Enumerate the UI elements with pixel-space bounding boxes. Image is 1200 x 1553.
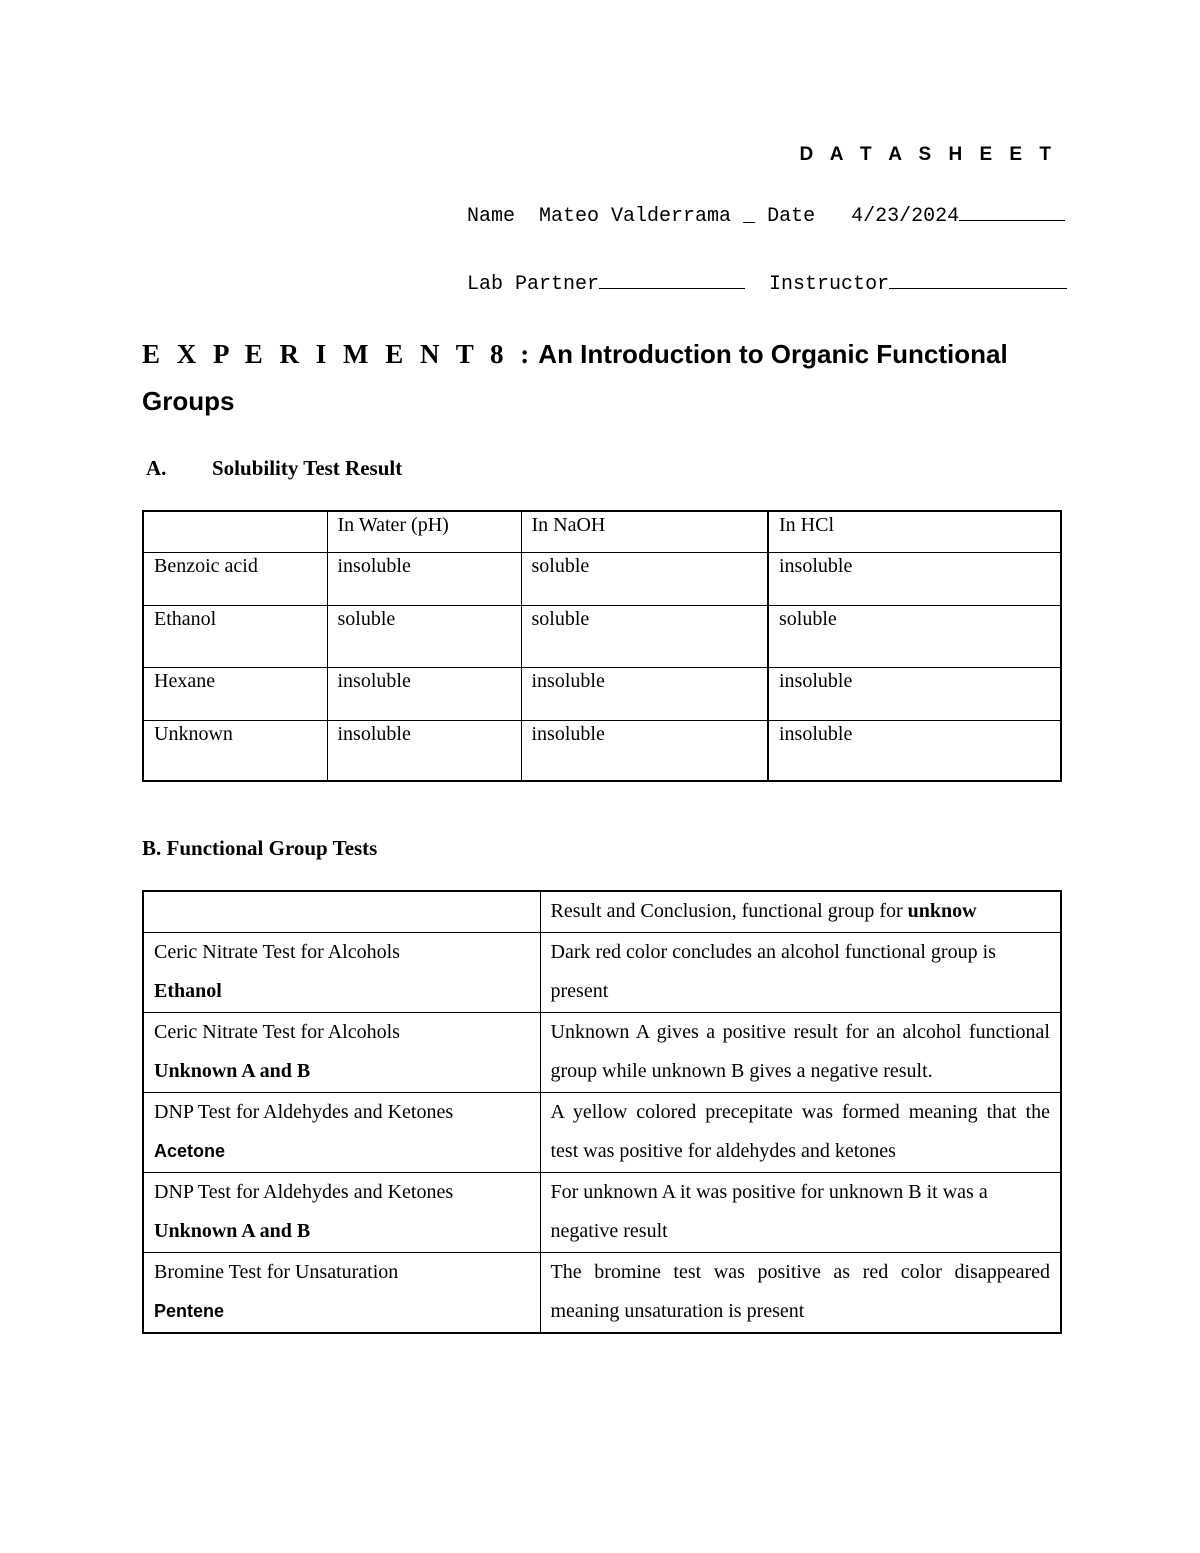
table-cell: In HCl <box>768 511 1061 552</box>
test-sample: Acetone <box>154 1141 226 1161</box>
date-value: 4/23/2024 <box>851 205 960 228</box>
experiment-prefix: E X P E R I M E N T 8 : <box>142 339 535 369</box>
name-trail: _ <box>743 205 756 228</box>
test-sample: Pentene <box>154 1301 225 1321</box>
table-cell: insoluble <box>521 720 768 781</box>
instructor-blank-line <box>889 270 1067 289</box>
experiment-name: An Introduction to Organic Functional Groups <box>142 339 1008 416</box>
test-name: Bromine Test for Unsaturation <box>154 1260 399 1283</box>
section-a-title: Solubility Test Result <box>212 456 403 480</box>
test-sample: Unknown A and B <box>154 1220 311 1242</box>
table-row <box>143 720 1061 781</box>
date-blank-line <box>959 202 1065 221</box>
table-cell <box>143 932 540 1012</box>
table-cell: insoluble <box>327 552 521 605</box>
test-result: The bromine test was positive as red color disappeared meaning unsaturation is present <box>550 1260 1050 1322</box>
partner-instructor-row <box>467 270 1059 296</box>
table-cell: insoluble <box>327 720 521 781</box>
table-cell <box>540 891 1061 932</box>
table-header-row <box>143 511 1061 552</box>
table-cell: Unknown <box>143 720 327 781</box>
table-cell: insoluble <box>768 720 1061 781</box>
table-row <box>143 1012 1061 1092</box>
table-cell <box>143 1252 540 1333</box>
lab-partner-label: Lab Partner <box>467 273 600 296</box>
table-row <box>143 1252 1061 1333</box>
test-name: Ceric Nitrate Test for Alcohols <box>154 1020 400 1043</box>
table-cell <box>540 1172 1061 1252</box>
header-bold-text: unknow <box>907 900 977 922</box>
table-cell: soluble <box>327 605 521 667</box>
name-label: Name <box>467 205 516 228</box>
table-row <box>143 1092 1061 1172</box>
table-cell <box>143 891 540 932</box>
table-cell: insoluble <box>768 552 1061 605</box>
table-cell: insoluble <box>768 667 1061 720</box>
data-sheet-heading: D A T A S H E E T <box>799 144 1057 165</box>
table-row <box>143 552 1061 605</box>
table-cell: Benzoic acid <box>143 552 327 605</box>
table-cell: In NaOH <box>521 511 768 552</box>
table-cell: insoluble <box>327 667 521 720</box>
test-result: Unknown A gives a positive result for an alcohol functional group while unknown B gives a negative result. <box>550 1020 1050 1082</box>
table-cell: Hexane <box>143 667 327 720</box>
table-row <box>143 667 1061 720</box>
test-result: Dark red color concludes an alcohol functional group is present <box>550 940 996 1002</box>
section-b-heading: B. Functional Group Tests <box>142 836 378 860</box>
section-a-heading <box>146 456 402 481</box>
instructor-label: Instructor <box>769 273 890 296</box>
name-value: Mateo Valderrama <box>539 205 732 228</box>
table-cell <box>143 1012 540 1092</box>
test-sample: Ethanol <box>154 980 222 1002</box>
functional-group-table <box>142 890 1062 1334</box>
date-label: Date <box>767 205 816 228</box>
name-date-row <box>467 202 1059 228</box>
table-cell <box>540 1012 1061 1092</box>
table-cell <box>540 1252 1061 1333</box>
table-cell <box>540 1092 1061 1172</box>
table-cell <box>143 1172 540 1252</box>
table-header-row <box>143 891 1061 932</box>
table-cell <box>143 511 327 552</box>
test-result: A yellow colored precepitate was formed meaning that the test was positive for aldehydes and ketones <box>550 1100 1050 1162</box>
test-name: DNP Test for Aldehydes and Ketones <box>154 1100 454 1123</box>
test-result: For unknown A it was positive for unknown B it was a negative result <box>550 1180 988 1242</box>
table-row <box>143 932 1061 1012</box>
test-sample: Unknown A and B <box>154 1060 311 1082</box>
lab-partner-blank-line <box>599 270 745 289</box>
table-cell: In Water (pH) <box>327 511 521 552</box>
table-cell <box>143 1092 540 1172</box>
table-row <box>143 605 1061 667</box>
table-cell: soluble <box>521 552 768 605</box>
table-cell: soluble <box>768 605 1061 667</box>
experiment-title <box>142 333 1042 427</box>
table-cell: soluble <box>521 605 768 667</box>
solubility-table <box>142 510 1062 782</box>
table-cell: Ethanol <box>143 605 327 667</box>
table-cell <box>540 932 1061 1012</box>
table-cell: insoluble <box>521 667 768 720</box>
header-text: Result and Conclusion, functional group for <box>550 900 903 922</box>
table-row <box>143 1172 1061 1252</box>
section-a-label: A. <box>146 456 167 480</box>
test-name: DNP Test for Aldehydes and Ketones <box>154 1180 454 1203</box>
test-name: Ceric Nitrate Test for Alcohols <box>154 940 400 963</box>
